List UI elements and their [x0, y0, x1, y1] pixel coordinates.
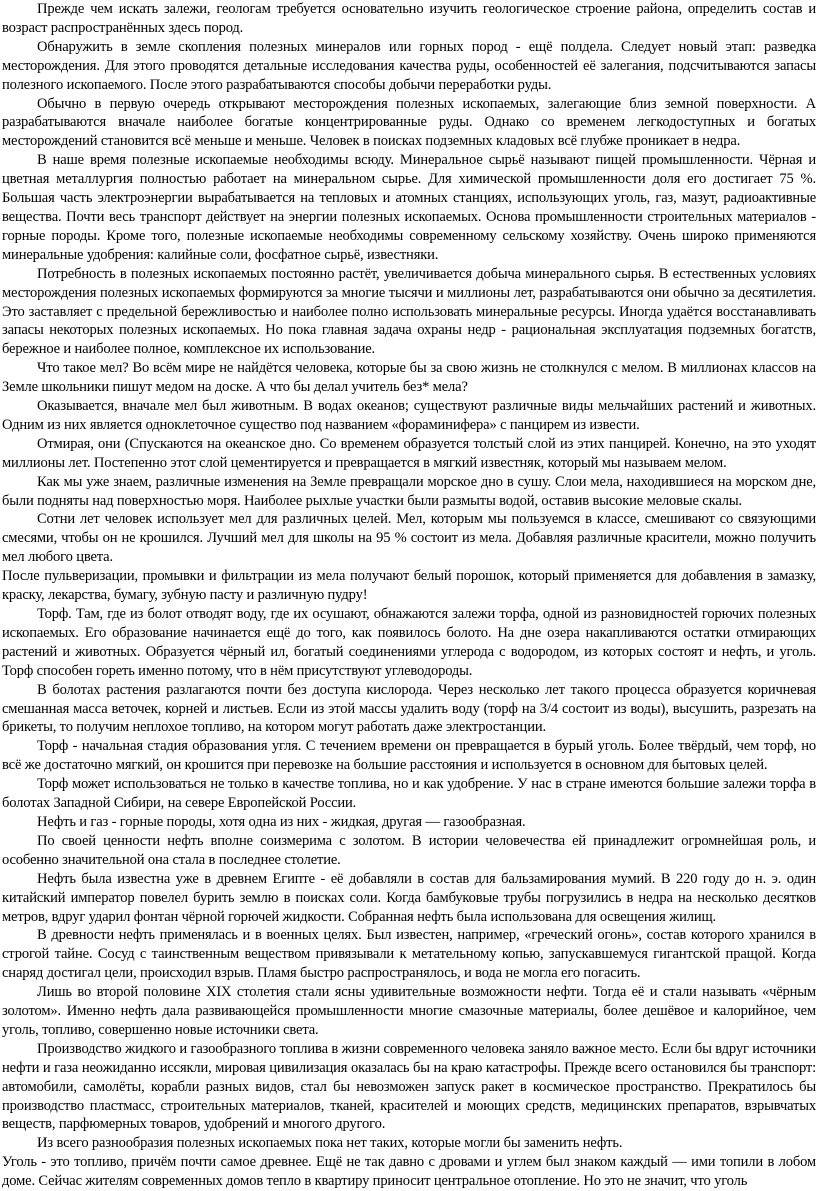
paragraph-20: Лишь во второй половине XIX столетия стали ясны удивительные возможности нефти. Тогда её и стали называть «чёрным золотом». Именно нефть дала развивающейся промышленности многие смазочные материалы, более дешёвое и калорийное, чем уголь, топливо, совершенно новые источники света. — [2, 984, 816, 1038]
paragraph-23: Уголь - это топливо, причём почти самое древнее. Ещё не так давно с дровами и углем был знаком каждый — ими топили в лобом доме. Сейчас жителям современных домов тепло в квартиру приносит центральное отопление. Но это не значит, что уголь — [2, 1154, 816, 1190]
paragraph-8: Отмирая, они (Спускаются на океанское дно. Со временем образуется толстый слой из этих панцирей. Конечно, на это уходят миллионы лет. Постепенно этот слой цементируется и превращается в мягкий известняк, который мы называем мелом. — [2, 435, 816, 471]
paragraph-11: После пульверизации, промывки и фильтрации из мела получают белый порошок, который применяется для добавления в замазку, краску, лекарства, бумагу, зубную пасту и различную пудру! — [2, 568, 816, 604]
paragraph-21: Производство жидкого и газообразного топлива в жизни современного человека заняло важное место. Если бы вдруг источники нефти и газа неожиданно иссякли, мировая цивилизация оказалась бы на краю катастрофы. Прежде всего остановился бы транспорт: автомобили, самолёты, корабли разных видов, стал бы невозможен запуск ракет в космическое пространство. Прекратилось бы производство пластмасс, строительных материалов, тканей, красителей и моющих средств, медицинских препаратов, взрывчатых веществ, парфюмерных товаров, удобрений и многого другого. — [2, 1040, 816, 1133]
paragraph-10: Сотни лет человек использует мел для различных целей. Мел, которым мы пользуемся в классе, смешивают со связующими смесями, чтобы он не крошился. Лучший мел для школы на 95 % состоит из мела. Добавляя различные красители, можно получить мел любого цвета. — [2, 511, 816, 566]
paragraph-1: Прежде чем искать залежи, геологам требуется основательно изучить геологическое строение района, определить состав и возраст распространённых здесь пород. — [2, 1, 816, 36]
paragraph-22: Из всего разнообразия полезных ископаемых пока нет таких, которые могли бы заменить нефть. — [37, 1135, 623, 1152]
paragraph-12: Торф. Там, где из болот отводят воду, где их осушают, обнажаются залежи торфа, одной из разновидностей горючих полезных ископаемых. Его образование начинается ещё до того, как появилось болото. На дне озера накапливаются остатки отмирающих растений и животных. Образуется чёрный ил, богатый соединениями углерода с водородом, из которых состоят и нефть, и уголь. Торф способен гореть именно потому, что в нём присутствуют углеводороды. — [2, 606, 816, 679]
paragraph-15: Торф может использоваться не только в качестве топлива, но и как удобрение. У нас в стране имеются большие залежи торфа в болотах Западной Сибири, на севере Европейской России. — [2, 776, 816, 812]
paragraph-13: В болотах растения разлагаются почти без доступа кислорода. Через несколько лет такого процесса образуется коричневая смешанная масса веточек, корней и листьев. Если из этой массы удалить воду (торф на 3/4 состоит из воды), высушить, разрезать на брикеты, то получим неплохое топливо, на котором могут работать даже электростанции. — [2, 681, 816, 736]
paragraph-3: Обычно в первую очередь открывают месторождения полезных ископаемых, залегающие близ земной поверхности. А разрабатываются вначале наиболее богатые концентрированные руды. Однако со временем легкодоступных и богатых месторождений становится всё меньше и меньше. Человек в поисках подземных кладовых всё глубже проникает в недра. — [2, 95, 816, 150]
paragraph-18: Нефть была известна уже в древнем Египте - её добавляли в состав для бальзамирования мумий. В 220 году до н. э. один китайский император повелел бурить землю в поисках соли. Когда бамбуковые трубы погрузились в недра на несколько десятков метров, вдруг ударил фонтан чёрной горючей жидкости. Собранная нефть была использована для освещения жилищ. — [2, 870, 816, 925]
paragraph-4: В наше время полезные ископаемые необходимы всюду. Минеральное сырьё называют пищей промышленности. Чёрная и цветная металлургия полностью работает на минеральном сырье. Для химической промышленности доля его достигает 75 %. Большая часть электроэнергии вырабатывается на тепловых и атомных станциях, использующих уголь, газ, мазут, радиоактивные вещества. Почти весь транспорт действует на энергии полезных ископаемых. Основа промышленности строительных материалов - горные породы. Кроме того, полезные ископаемые необходимы современному сельскому хозяйству. Очень широко применяются минеральные удобрения: калийные соли, фосфатное сырьё, известняки. — [2, 152, 816, 263]
paragraph-14: Торф - начальная стадия образования угля. С течением времени он превращается в бурый уголь. Более твёрдый, чем торф, но всё же достаточно мягкий, он крошится при перевозке на большие расстояния и используется в основном для бытовых целей. — [2, 738, 816, 774]
paragraph-6: Что такое мел? Во всём мире не найдётся человека, которые бы за свою жизнь не столкнулся с мелом. В миллионах классов на Земле школьники пишут медом на доске. А что бы делал учитель без* мела? — [2, 360, 816, 396]
paragraph-9: Как мы уже знаем, различные изменения на Земле превращали морское дно в сушу. Слои мела, находившиеся на морском дне, были подняты над поверхностью моря. Наиболее рыхлые участки были размыты водой, оставив высокие меловые скалы. — [2, 473, 816, 509]
paragraph-17: По своей ценности нефть вполне соизмерима с золотом. В истории человечества ей принадлежит огромнейшая роль, и особенно значительной она стала в последнее столетие. — [2, 832, 816, 868]
paragraph-19: В древности нефть применялась и в военных целях. Был известен, например, «греческий огонь», состав которого хранился в строгой тайне. Сосуд с таинственным веществом привязывали к метательному копью, запускавшемуся гигантской пращой. Когда снаряд достигал цели, происходил взрыв. Пламя быстро распространялось, и вода не могла его погасить. — [2, 927, 816, 982]
paragraph-5: Потребность в полезных ископаемых постоянно растёт, увеличивается добыча минерального сырья. В естественных условиях месторождения полезных ископаемых формируются за многие тысячи и миллионы лет, разрабатываются они обычно за десятилетия. Это заставляет с предельной бережливостью и наиболее полно использовать минеральные ресурсы. Иногда удаётся восстанавливать запасы некоторых полезных ископаемых. Но пока главная задача охраны недр - рациональная эксплуатация подземных богатств, бережное и наиболее полное, комплексное их использование. — [2, 265, 816, 358]
paragraph-2: Обнаружить в земле скопления полезных минералов или горных пород - ещё полдела. Следует новый этап: разведка месторождения. Для этого проводятся детальные исследования качества руды, особенностей её залегания, подсчитываются запасы полезного ископаемого. После этого разрабатываются способы добычи переработки руды. — [2, 38, 816, 93]
paragraph-7: Оказывается, вначале мел был животным. В водах океанов; существуют различные виды мельчайших растений и животных. Одним из них является одноклеточное существо под названием «фораминифера» с панцирем из извести. — [2, 398, 816, 433]
paragraph-16: Нефть и газ - горные породы, хотя одна из них - жидкая, другая — газообразная. — [37, 813, 526, 830]
